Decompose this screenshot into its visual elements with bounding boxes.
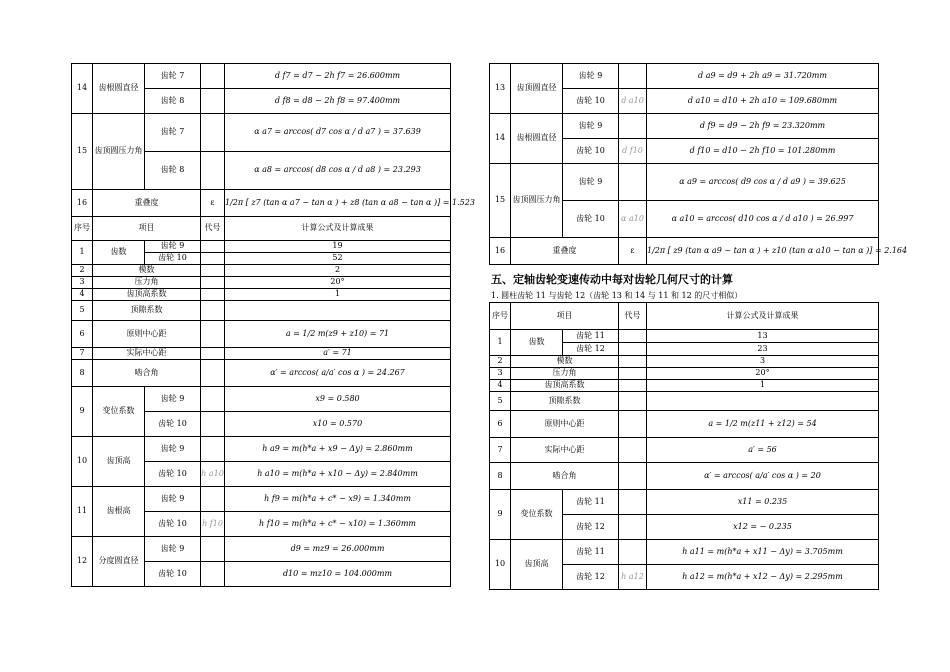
row-item: 压力角 <box>511 368 619 380</box>
formula-cell: α a10 = arccos( d10 cos α / d a10 ) = 26.997 <box>647 201 879 238</box>
gear-label: 齿轮 7 <box>145 64 201 89</box>
row-number: 8 <box>490 463 511 490</box>
formula-cell: α a7 = arccos( d7 cos α / d a7 ) = 37.639 <box>225 114 451 152</box>
section-subheading: 1. 圆柱齿轮 11 与齿轮 12（齿轮 13 和 14 与 11 和 12 的尺寸相似） <box>491 291 743 300</box>
right-top-gear-table <box>489 63 908 265</box>
header-formula: 计算公式及计算成果 <box>647 303 879 330</box>
formula-cell: α′ = arccos( a/a′ cos α ) = 20 <box>647 463 879 490</box>
gear-label: 齿轮 10 <box>145 253 201 265</box>
formula-cell: d a9 = d9 + 2h a9 = 31.720mm <box>647 64 879 89</box>
right-bottom-gear-table <box>489 302 879 590</box>
row-number: 7 <box>72 348 93 360</box>
formula-cell: h f9 = m(h*a + c* − x9) = 1.340mm <box>225 487 451 512</box>
row-number: 6 <box>72 321 93 348</box>
formula-cell: d f7 = d7 − 2h f7 = 26.600mm <box>225 64 451 89</box>
row-number: 10 <box>490 540 511 590</box>
row-item: 顶隙系数 <box>511 392 619 411</box>
header-number: 序号 <box>72 217 93 241</box>
gear-label: 齿轮 10 <box>563 139 619 164</box>
value-cell <box>225 301 451 321</box>
gear-label: 齿轮 10 <box>563 201 619 238</box>
header-item: 项目 <box>93 217 201 241</box>
row-item: 啮合角 <box>93 360 201 387</box>
formula-cell: x12 = − 0.235 <box>647 515 879 540</box>
row-number: 6 <box>490 411 511 438</box>
gear-label: 齿轮 9 <box>145 387 201 412</box>
row-number: 4 <box>72 289 93 301</box>
gear-label: 齿轮 11 <box>563 540 619 565</box>
gear-label: 齿轮 10 <box>145 562 201 587</box>
row-number: 2 <box>490 356 511 368</box>
formula-cell: d f8 = d8 − 2h f8 = 97.400mm <box>225 89 451 114</box>
gear-label: 齿轮 8 <box>145 89 201 114</box>
formula-cell: 1/2π [ z9 (tan α a9 − tan α ) + z10 (tan α a10 − tan α )] = 2.164 <box>647 238 879 265</box>
symbol-cell: h a10 <box>201 462 225 487</box>
row-item: 模数 <box>93 265 201 277</box>
row-number: 15 <box>490 164 511 238</box>
symbol-cell: h a12 <box>619 565 647 590</box>
row-item: 变位系数 <box>93 387 145 437</box>
row-number: 13 <box>490 64 511 114</box>
header-symbol: 代号 <box>619 303 647 330</box>
gear-label: 齿轮 9 <box>563 64 619 89</box>
formula-cell: a = 1/2 m(z11 + z12) = 54 <box>647 411 879 438</box>
formula-cell: x10 = 0.570 <box>225 412 451 437</box>
row-item: 齿顶圆压力角 <box>511 164 563 238</box>
row-number: 2 <box>72 265 93 277</box>
row-item: 分度圆直径 <box>93 537 145 587</box>
value-cell: 23 <box>647 343 879 356</box>
gear-label: 齿轮 7 <box>145 114 201 152</box>
row-number: 16 <box>72 190 93 217</box>
row-item: 顶隙系数 <box>93 301 201 321</box>
symbol-cell: ε <box>201 190 225 217</box>
formula-cell: a′ = 56 <box>647 438 879 463</box>
row-item: 齿顶圆压力角 <box>93 114 145 190</box>
value-cell: 2 <box>225 265 451 277</box>
formula-cell: d9 = mz9 = 26.000mm <box>225 537 451 562</box>
row-item: 齿根高 <box>93 487 145 537</box>
row-item: 变位系数 <box>511 490 563 540</box>
gear-label: 齿轮 9 <box>145 537 201 562</box>
formula-cell: d f10 = d10 − 2h f10 = 101.280mm <box>647 139 879 164</box>
formula-cell: d f9 = d9 − 2h f9 = 23.320mm <box>647 114 879 139</box>
row-number: 7 <box>490 438 511 463</box>
symbol-cell: α a10 <box>619 201 647 238</box>
formula-cell: d10 = mz10 = 104.000mm <box>225 562 451 587</box>
row-number: 3 <box>490 368 511 380</box>
value-cell: 19 <box>225 241 451 253</box>
row-item: 齿顶高 <box>93 437 145 487</box>
formula-cell: h a10 = m(h*a + x10 − Δy) = 2.840mm <box>225 462 451 487</box>
value-cell: 20° <box>647 368 879 380</box>
formula-cell: h a12 = m(h*a + x12 − Δy) = 2.295mm <box>647 565 879 590</box>
row-item: 实际中心距 <box>511 438 619 463</box>
row-item: 啮合角 <box>511 463 619 490</box>
row-number: 10 <box>72 437 93 487</box>
symbol-cell: h f10 <box>201 512 225 537</box>
row-number: 8 <box>72 360 93 387</box>
row-item: 齿顶高 <box>511 540 563 590</box>
row-number: 3 <box>72 277 93 289</box>
formula-cell: h a9 = m(h*a + x9 − Δy) = 2.860mm <box>225 437 451 462</box>
row-number: 12 <box>72 537 93 587</box>
row-item: 重叠度 <box>511 238 619 265</box>
row-number: 9 <box>490 490 511 540</box>
row-item: 齿数 <box>511 330 563 356</box>
formula-cell: α a9 = arccos( d9 cos α / d a9 ) = 39.625 <box>647 164 879 201</box>
header-item: 项目 <box>511 303 619 330</box>
row-item: 原则中心距 <box>93 321 201 348</box>
formula-cell: α a8 = arccos( d8 cos α / d a8 ) = 23.293 <box>225 152 451 190</box>
gear-label: 齿轮 9 <box>145 487 201 512</box>
gear-label: 齿轮 10 <box>563 89 619 114</box>
gear-label: 齿轮 10 <box>145 412 201 437</box>
gear-label: 齿轮 11 <box>563 490 619 515</box>
gear-label: 齿轮 12 <box>563 565 619 590</box>
gear-label: 齿轮 12 <box>563 515 619 540</box>
value-cell: 3 <box>647 356 879 368</box>
gear-label: 齿轮 10 <box>145 462 201 487</box>
gear-label: 齿轮 12 <box>563 343 619 356</box>
left-gear-table <box>71 63 475 587</box>
gear-label: 齿轮 10 <box>145 512 201 537</box>
row-item: 压力角 <box>93 277 201 289</box>
row-number: 5 <box>490 392 511 411</box>
row-number: 1 <box>72 241 93 265</box>
gear-label: 齿轮 9 <box>563 164 619 201</box>
header-formula: 计算公式及计算成果 <box>225 217 451 241</box>
row-number: 16 <box>490 238 511 265</box>
formula-cell: x11 = 0.235 <box>647 490 879 515</box>
row-number: 14 <box>72 64 93 114</box>
gear-label: 齿轮 9 <box>145 437 201 462</box>
formula-cell: a = 1/2 m(z9 + z10) = 71 <box>225 321 451 348</box>
header-number: 序号 <box>490 303 511 330</box>
row-item: 齿顶高系数 <box>511 380 619 392</box>
row-item: 齿根圆直径 <box>93 64 145 114</box>
header-symbol: 代号 <box>201 217 225 241</box>
section-heading: 五、定轴齿轮变速传动中每对齿轮几何尺寸的计算 <box>491 273 733 286</box>
symbol-cell: d f10 <box>619 139 647 164</box>
gear-label: 齿轮 8 <box>145 152 201 190</box>
gear-label: 齿轮 9 <box>145 241 201 253</box>
formula-cell: x9 = 0.580 <box>225 387 451 412</box>
formula-cell: 1/2π [ z7 (tan α a7 − tan α ) + z8 (tan α a8 − tan α )] = 1.523 <box>225 190 451 217</box>
value-cell: 20° <box>225 277 451 289</box>
row-item: 实际中心距 <box>93 348 201 360</box>
value-cell: 52 <box>225 253 451 265</box>
symbol-cell: ε <box>619 238 647 265</box>
row-number: 14 <box>490 114 511 164</box>
symbol-cell: d a10 <box>619 89 647 114</box>
row-number: 15 <box>72 114 93 190</box>
gear-label: 齿轮 11 <box>563 330 619 343</box>
row-item: 原则中心距 <box>511 411 619 438</box>
value-cell <box>647 392 879 411</box>
row-item: 齿根圆直径 <box>511 114 563 164</box>
row-item: 重叠度 <box>93 190 201 217</box>
gear-label: 齿轮 9 <box>563 114 619 139</box>
formula-cell: a′ = 71 <box>225 348 451 360</box>
formula-cell: d a10 = d10 + 2h a10 = 109.680mm <box>647 89 879 114</box>
row-number: 4 <box>490 380 511 392</box>
row-number: 9 <box>72 387 93 437</box>
row-item: 齿数 <box>93 241 145 265</box>
formula-cell: h a11 = m(h*a + x11 − Δy) = 3.705mm <box>647 540 879 565</box>
row-item: 模数 <box>511 356 619 368</box>
row-number: 11 <box>72 487 93 537</box>
value-cell: 1 <box>647 380 879 392</box>
value-cell: 1 <box>225 289 451 301</box>
formula-cell: h f10 = m(h*a + c* − x10) = 1.360mm <box>225 512 451 537</box>
value-cell: 13 <box>647 330 879 343</box>
row-item: 齿顶圆直径 <box>511 64 563 114</box>
row-number: 1 <box>490 330 511 356</box>
row-item: 齿顶高系数 <box>93 289 201 301</box>
row-number: 5 <box>72 301 93 321</box>
formula-cell: α′ = arccos( a/a′ cos α ) = 24.267 <box>225 360 451 387</box>
